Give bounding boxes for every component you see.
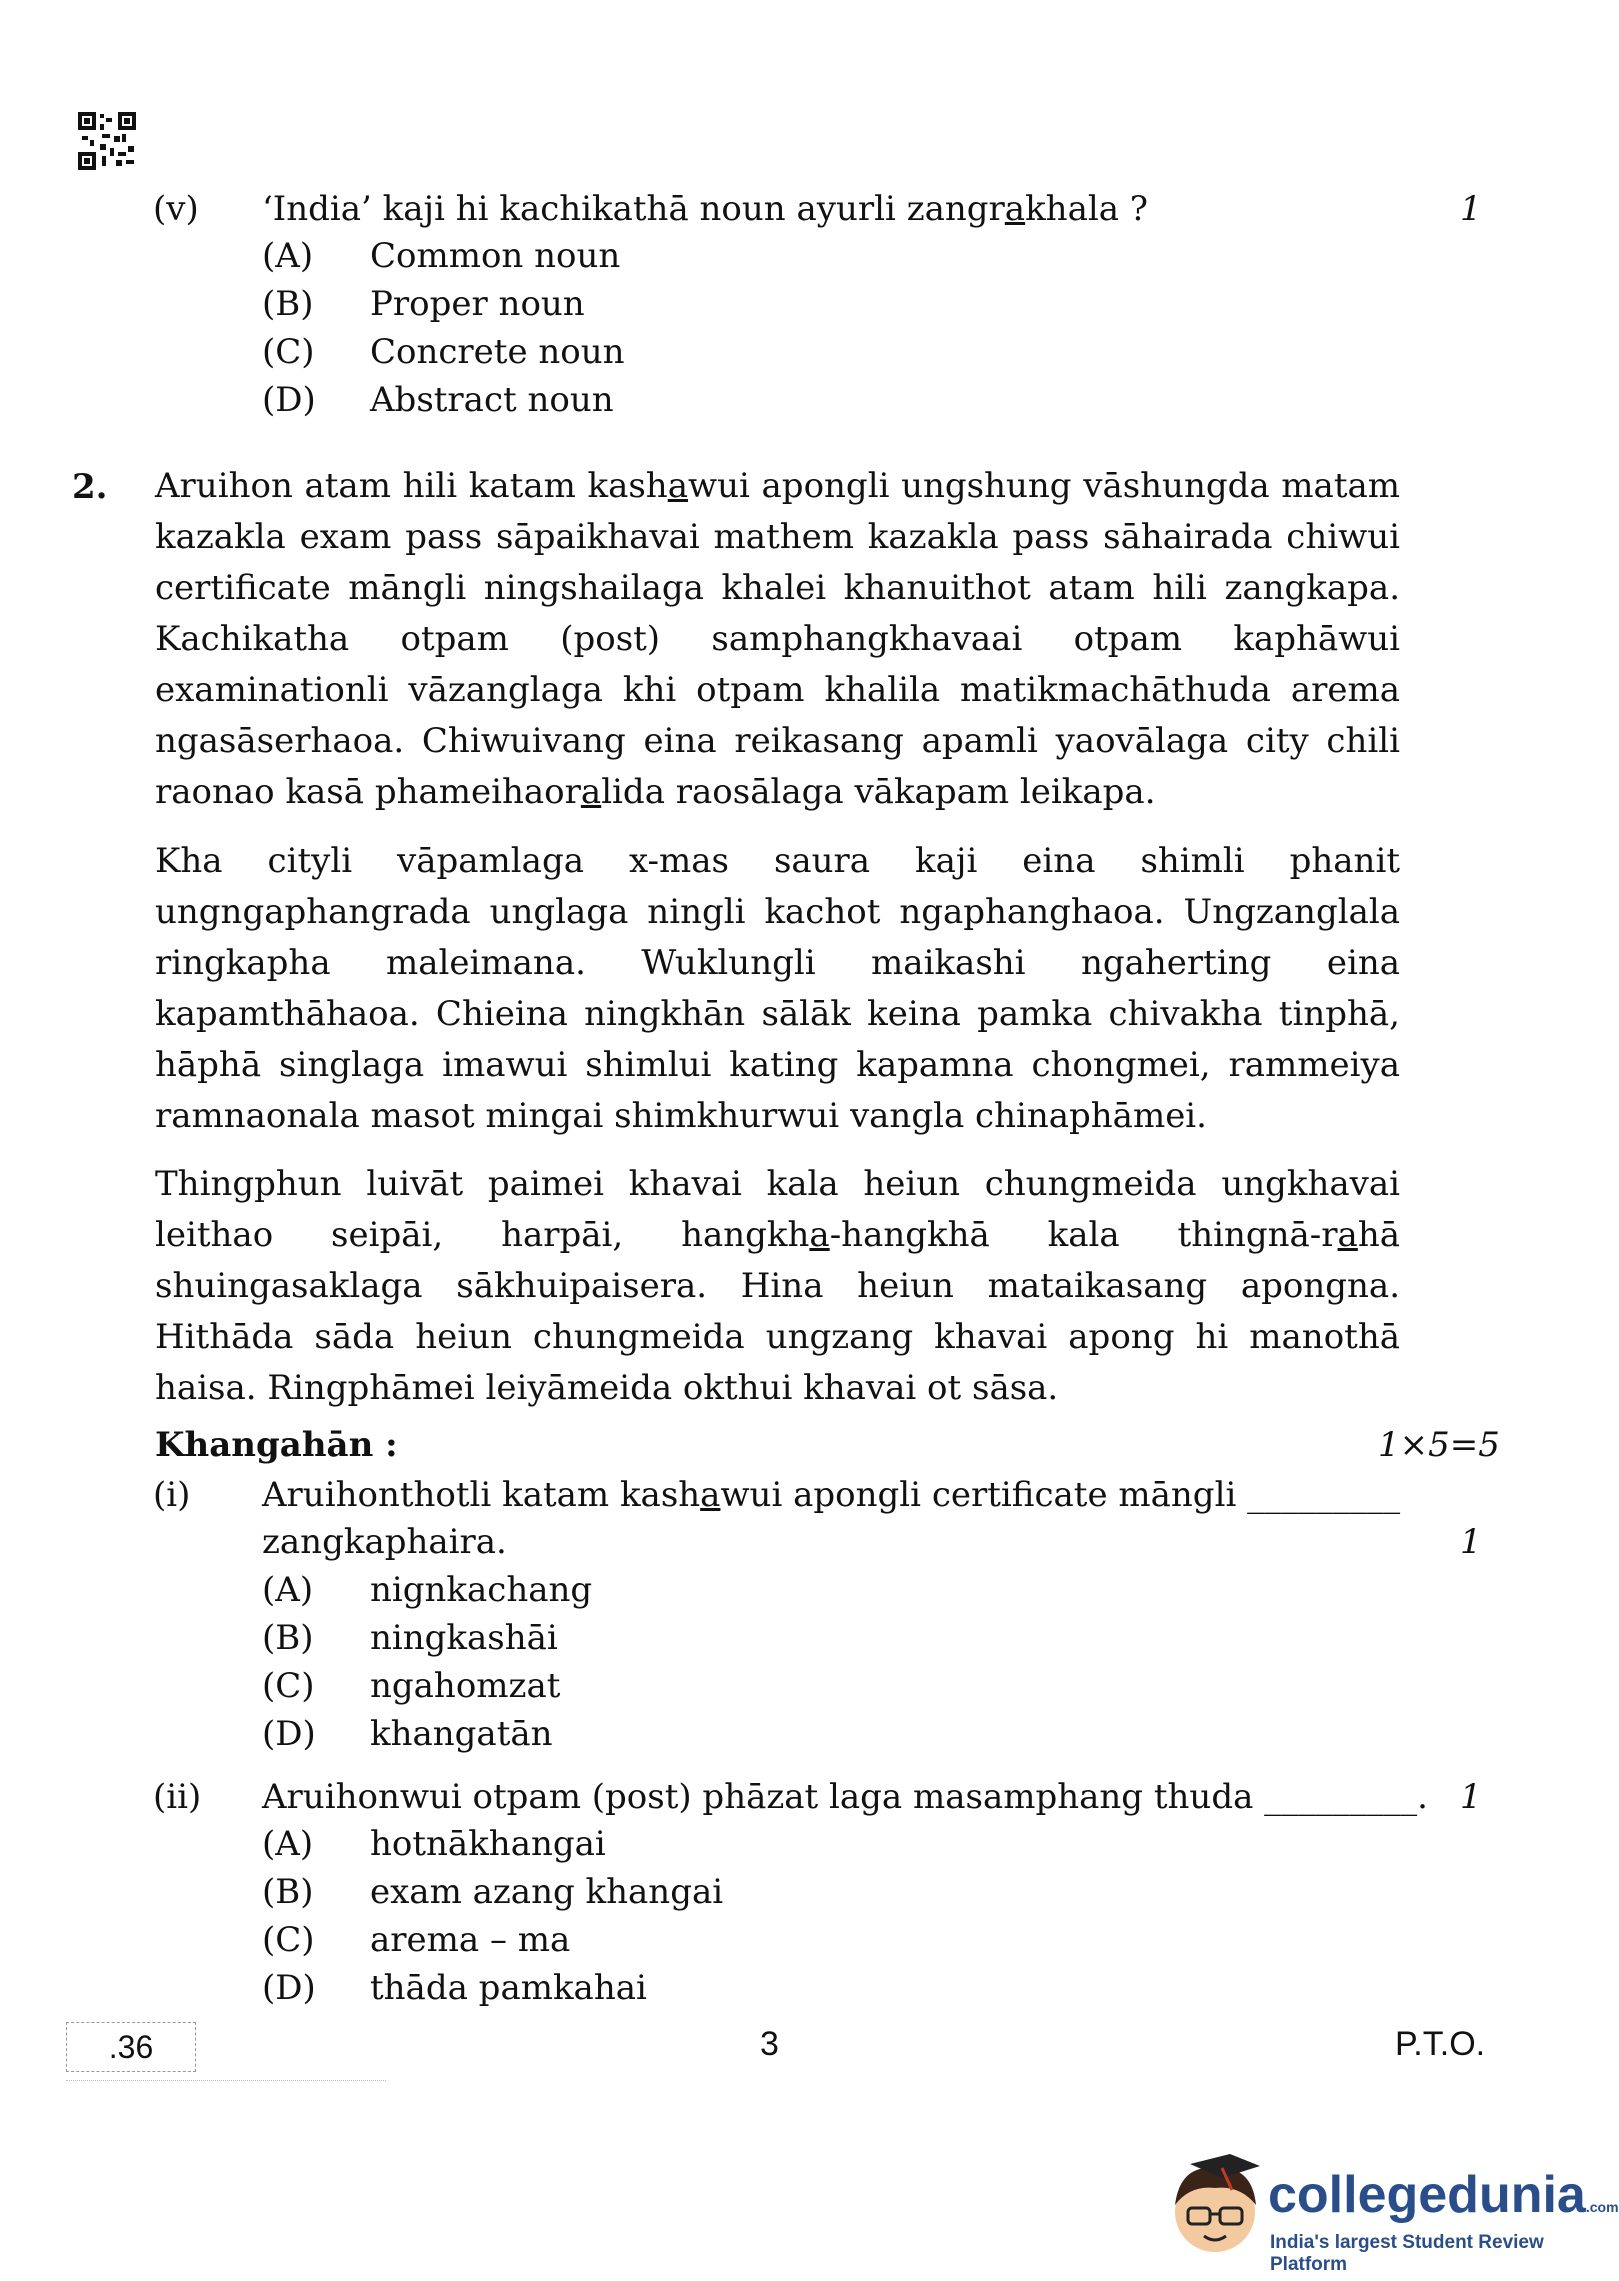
option-text: hotnākhangai xyxy=(370,1824,606,1864)
option-label: (B) xyxy=(262,284,314,324)
option-text: Abstract noun xyxy=(370,380,614,420)
question-text: ‘India’ kaji hi kachikathā noun ayurli zangrakhala ? xyxy=(262,189,1149,229)
option-label: (B) xyxy=(262,1872,314,1912)
option-text: ngahomzat xyxy=(370,1666,561,1706)
footer-divider xyxy=(66,2080,386,2083)
option-text: arema – ma xyxy=(370,1920,571,1960)
option-text: Proper noun xyxy=(370,284,585,324)
option-label: (B) xyxy=(262,1618,314,1658)
option-label: (D) xyxy=(262,380,316,420)
qr-code-icon xyxy=(78,112,136,170)
option-label: (C) xyxy=(262,1920,315,1960)
mascot-icon xyxy=(1160,2150,1270,2270)
section-heading: Khangahān : xyxy=(155,1425,398,1465)
question-text-continued: zangkaphaira. xyxy=(262,1522,507,1562)
question-number: (v) xyxy=(153,189,199,229)
question-marks: 1 xyxy=(1460,1777,1482,1817)
page-number: 3 xyxy=(760,2025,779,2063)
option-text: Common noun xyxy=(370,236,621,276)
passage-paragraph: Aruihon atam hili katam kashawui apongli ungshung vāshungda matam kazakla exam pass sāpaikhavai mathem kazakla pass sāhairada chiwui certificate māngli ningshailaga khalei khanuithot atam hili zangkapa. Kachikatha otpam (post) samphangkhavaai otpam kaphāwui examinationli vāzanglaga khi otpam khalila matikmachāthuda arema ngasāserhaoa. Chiwuivang eina reikasang apamli yaovālaga city chili raonao kasā phameihaoralida raosālaga vākapam leikapa. xyxy=(155,466,1400,812)
question-text: Aruihonthotli katam kashawui apongli certificate māngli _________ xyxy=(262,1475,1401,1515)
brand-name: collegedunia.com xyxy=(1268,2166,1619,2224)
question-number: 2. xyxy=(72,467,108,507)
passage-paragraph: Thingphun luivāt paimei khavai kala heiun chungmeida ungkhavai leithao seipāi, harpāi, hangkha-hangkhā kala thingnā-rahā shuingasaklaga sākhuipaisera. Hina heiun mataikasang apongna. Hithāda sāda heiun chungmeida ungzang khavai apong hi manothā haisa. Ringphāmei leiyāmeida okthui khavai ot sāsa. xyxy=(155,1164,1400,1408)
pto-label: P.T.O. xyxy=(1395,2025,1486,2063)
option-text: khangatān xyxy=(370,1714,553,1754)
option-text: Concrete noun xyxy=(370,332,625,372)
option-text: exam azang khangai xyxy=(370,1872,724,1912)
section-marks: 1×5=5 xyxy=(1378,1425,1500,1465)
option-label: (A) xyxy=(262,236,314,276)
question-text: Aruihonwui otpam (post) phāzat laga masamphang thuda _________. xyxy=(262,1777,1428,1817)
brand-tagline: India's largest Student Review Platform xyxy=(1270,2232,1544,2275)
option-label: (C) xyxy=(262,1666,315,1706)
question-number: (ii) xyxy=(153,1777,202,1817)
question-marks: 1 xyxy=(1460,189,1482,229)
option-text: nignkachang xyxy=(370,1570,593,1610)
passage-paragraph: Kha cityli vāpamlaga x-mas saura kaji eina shimli phanit ungngaphangrada unglaga ningli kachot ngaphanghaoa. Ungzanglala ringkapha maleimana. Wuklungli maikashi ngaherting eina kapamthāhaoa. Chieina ningkhān sālāk keina pamka chivakha tinphā, hāphā singlaga imawui shimlui kating kapamna chongmei, rammeiya ramnaonala masot mingai shimkhurwui vangla chinaphāmei. xyxy=(155,841,1400,1136)
option-label: (D) xyxy=(262,1968,316,2008)
option-label: (A) xyxy=(262,1570,314,1610)
question-number: (i) xyxy=(153,1475,191,1515)
question-marks: 1 xyxy=(1460,1522,1482,1562)
option-label: (A) xyxy=(262,1824,314,1864)
option-label: (D) xyxy=(262,1714,316,1754)
option-text: ningkashāi xyxy=(370,1618,558,1658)
option-text: thāda pamkahai xyxy=(370,1968,647,2008)
option-label: (C) xyxy=(262,332,315,372)
paper-code: .36 xyxy=(66,2022,196,2072)
